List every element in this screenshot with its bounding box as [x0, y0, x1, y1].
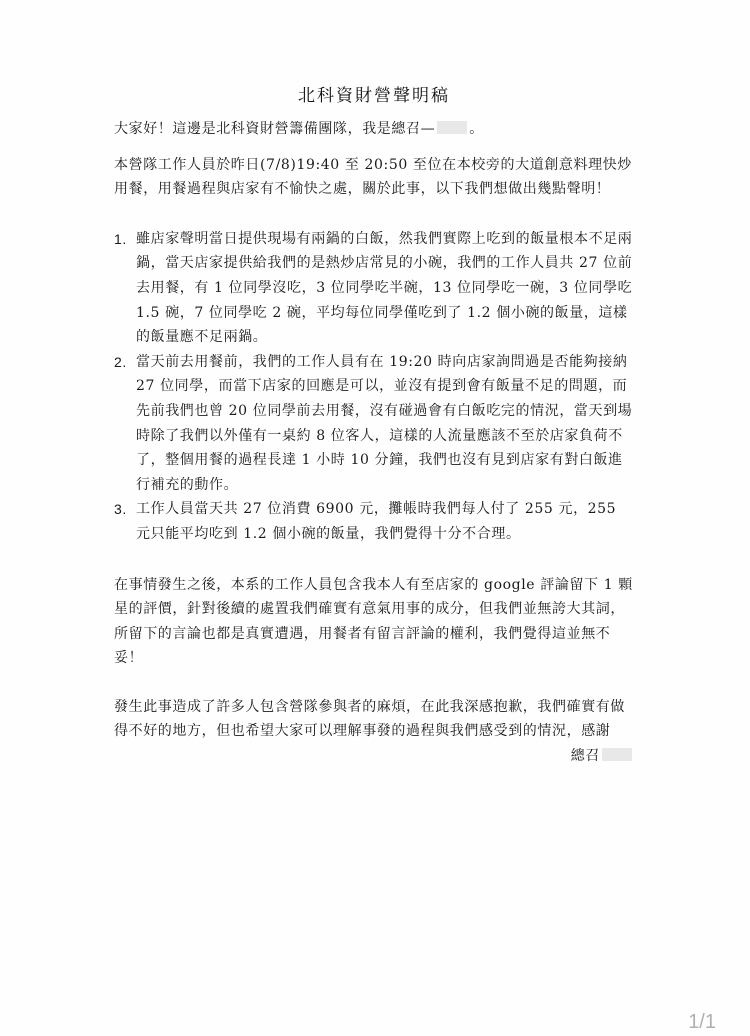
signature	[114, 744, 634, 769]
review-paragraph: 在事情發生之後，本系的工作人員包含我本人有至店家的 google 評論留下 1 顆星的評價，針對後續的處置我們確實有意氣用事的成分，但我們並無誇大其詞，所留下的言論也都是真實遭遇，用餐者有留言評論的權利，我們覺得這並無不妥！	[114, 576, 633, 667]
statement-document	[114, 84, 634, 769]
point-text: 當天前去用餐前，我們的工作人員有在 19:20 時向店家詢問過是否能夠接納 27 位同學，而當下店家的回應是可以，並沒有提到會有飯量不足的問題，而先前我們也曾 20 位同學前去用餐，沒有碰過會有白飯吃完的情況，當天到場時除了我們以外僅有一桌約 8 位客人，這樣的人流量應該不至於店家負荷不了，整個用餐的過程長達 1 小時 10 分鐘，我們也沒有見到店家有對白飯進行補充的動作。	[136, 353, 633, 493]
statement-point	[114, 227, 634, 350]
page-indicator: 1/1	[688, 1011, 716, 1033]
redacted-name	[437, 121, 467, 134]
greeting-paragraph	[114, 117, 634, 142]
point-text: 工作人員當天共 27 位消費 6900 元，攤帳時我們每人付了 255 元，255 元只能平均吃到 1.2 個小碗的飯量，我們覺得十分不合理。	[136, 501, 617, 542]
signature-label: 總召	[570, 748, 600, 765]
statement-points-list	[114, 227, 634, 547]
statement-point	[114, 350, 634, 498]
document-title: 北科資財營聲明稿	[298, 86, 450, 106]
redacted-signature-name	[602, 748, 632, 761]
intro-paragraph: 本營隊工作人員於昨日(7/8)19:40 至 20:50 至位在本校旁的大道創意料理快炒用餐，用餐過程與店家有不愉快之處，關於此事，以下我們想做出幾點聲明！	[114, 156, 632, 198]
greeting-text: 大家好！這邊是北科資財營籌備團隊，我是總召—	[114, 121, 436, 137]
point-text: 雖店家聲明當日提供現場有兩鍋的白飯，然我們實際上吃到的飯量根本不足兩鍋，當天店家提供給我們的是熱炒店常見的小碗，我們的工作人員共 27 位前去用餐，有 1 位同學沒吃，3 位同學吃半碗，13 位同學吃一碗，3 位同學吃 1.5 碗，7 位同學吃 2 碗，平均每位同學僅吃到了 1.2 個小碗的飯量，這樣的飯量應不足兩鍋。	[136, 230, 633, 346]
statement-point	[114, 497, 634, 546]
apology-paragraph: 發生此事造成了許多人包含營隊參與者的麻煩，在此我深感抱歉，我們確實有做得不好的地方，但也希望大家可以理解事發的過程與我們感受到的情況，感謝	[114, 698, 625, 740]
greeting-suffix: 。	[469, 121, 484, 137]
point-number: 3.	[114, 501, 127, 518]
point-number: 1.	[114, 230, 127, 247]
point-number: 2.	[114, 353, 127, 370]
